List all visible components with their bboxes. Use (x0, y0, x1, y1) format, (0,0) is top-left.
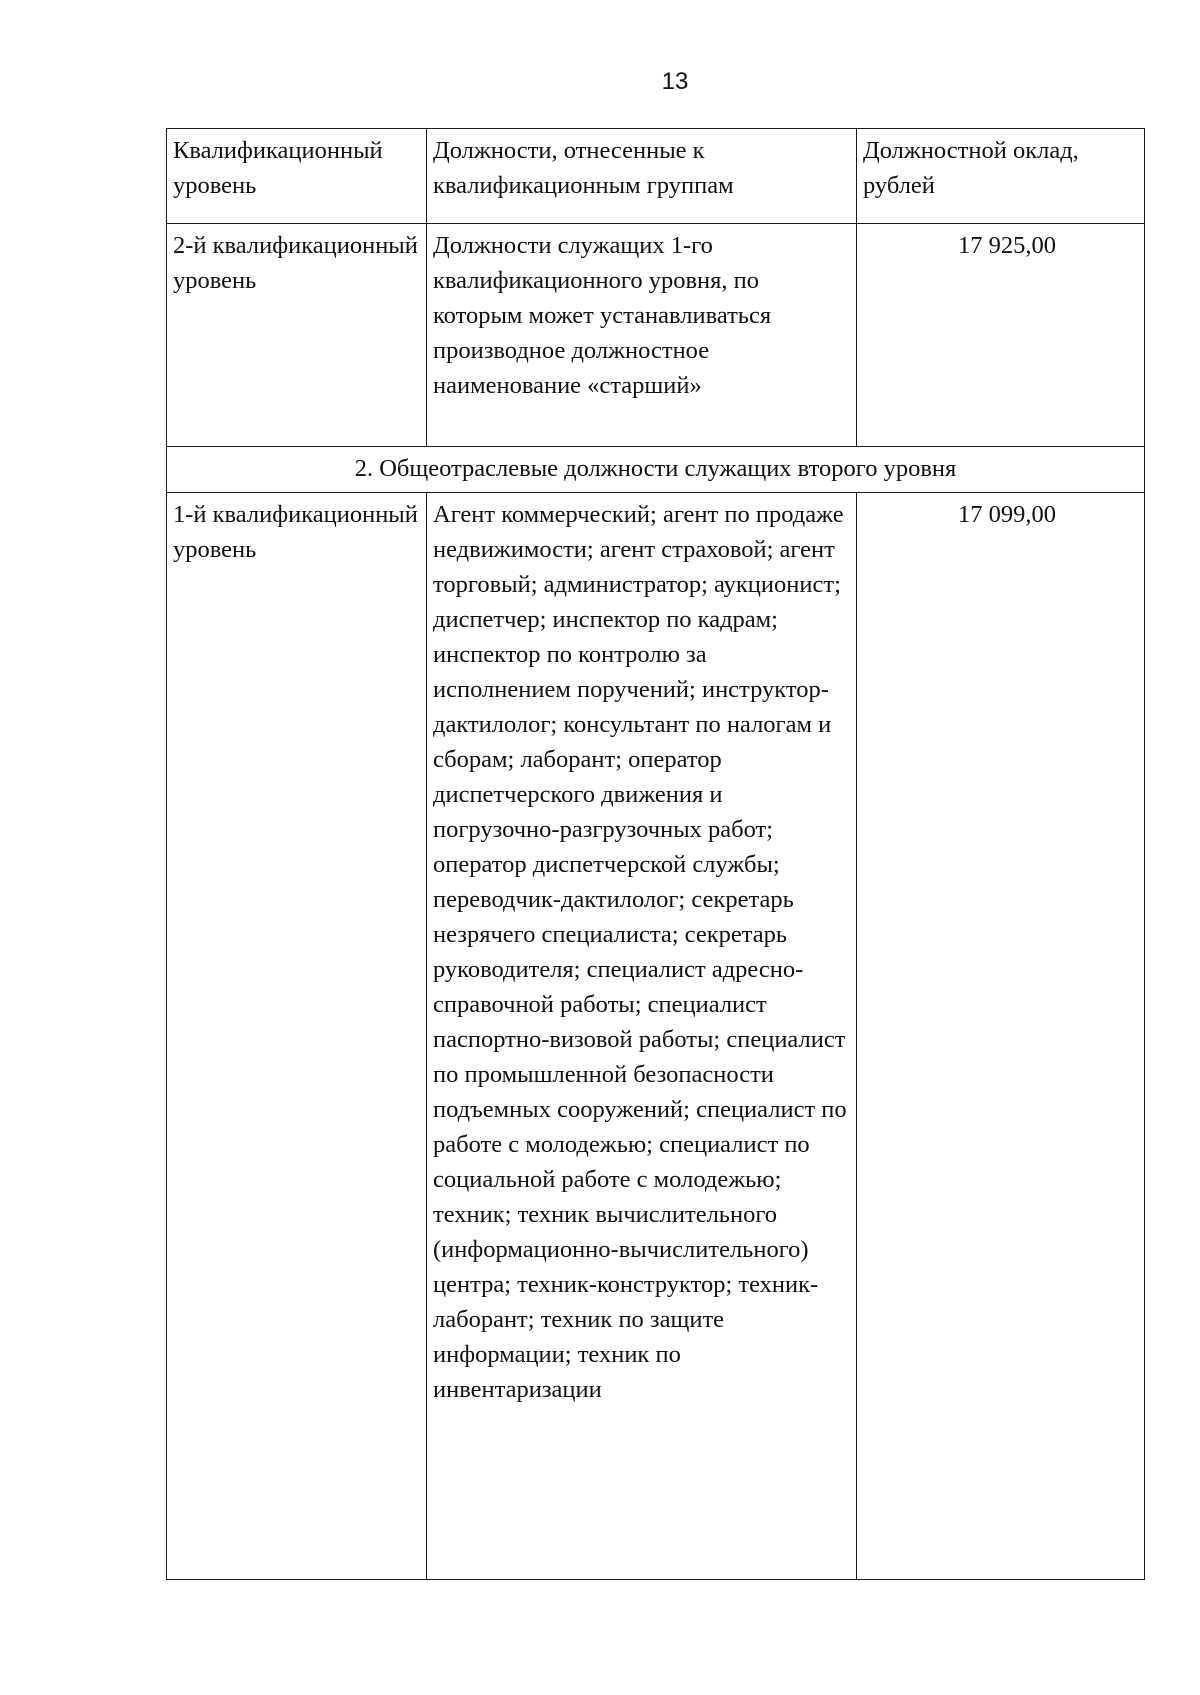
table-header-row (167, 129, 1145, 224)
positions-cell: Агент коммерческий; агент по продаже недвижимости; агент страховой; агент торговый; администратор; аукционист; диспетчер; инспектор по кадрам; инспектор по контролю за исполнением поручений; инструктор-дактилолог; консультант по налогам и сборам; лаборант; оператор диспетчерского движения и погрузочно-разгрузочных работ; оператор диспетчерской службы; переводчик-дактилолог; секретарь незрячего специалиста; секретарь руководителя; специалист адресно-справочной работы; специалист паспортно-визовой работы; специалист по промышленной безопасности подъемных сооружений; специалист по работе с молодежью; специалист по социальной работе с молодежью; техник; техник вычислительного (информационно-вычислительного) центра; техник-конструктор; техник-лаборант; техник по защите информации; техник по инвентаризации (427, 493, 857, 1580)
salary-table (166, 128, 1145, 1580)
salary-cell: 17 925,00 (857, 224, 1145, 447)
qualification-level-cell: 2-й квалификационный уровень (167, 224, 427, 447)
table-row (167, 224, 1145, 447)
qualification-level-cell: 1-й квалификационный уровень (167, 493, 427, 1580)
header-qualification-level: Квалификационный уровень (167, 129, 427, 224)
table-row (167, 493, 1145, 1580)
page-number: 13 (661, 68, 689, 95)
section-title: 2. Общеотраслевые должности служащих второго уровня (167, 447, 1145, 493)
salary-cell: 17 099,00 (857, 493, 1145, 1580)
section-title-row (167, 447, 1145, 493)
header-salary: Должностной оклад, рублей (857, 129, 1145, 224)
positions-cell: Должности служащих 1-го квалификационного уровня, по которым может устанавливаться производное должностное наименование «старший» (427, 224, 857, 447)
header-positions: Должности, отнесенные к квалификационным группам (427, 129, 857, 224)
